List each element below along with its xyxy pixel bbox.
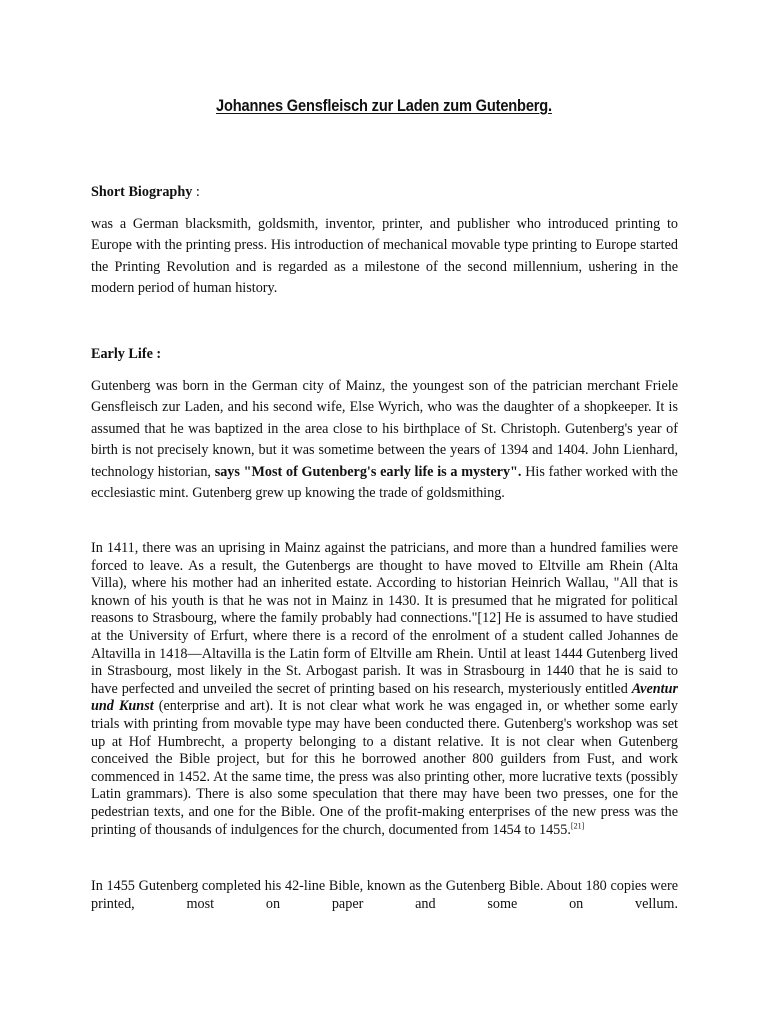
early-life-paragraph-2 <box>91 540 678 839</box>
short-biography-heading-colon: : <box>192 184 200 200</box>
short-biography-heading-label: Short Biography <box>91 184 193 200</box>
early-life-p2-italic-title: Aventur und Kunst <box>91 680 678 715</box>
early-life-p2-text-a: In 1411, there was an uprising in Mainz against the patricians, and more than a hundred families were forced to leave. As a result, the Gutenbergs are thought to have moved to Eltville am Rhein (Alta Villa), where his mother had an inherited estate. According to historian Heinrich Wallau, "All that is known of his youth is that he was not in Mainz in 1430. It is presumed that he migrated for political reasons to Strasbourg, where the family probably had connections."[12] He is assumed to have studied at the University of Erfurt, where there is a record of the enrolment of a student called Johannes de Altavilla in 1418—Altavilla is the Latin form of Eltville am Rhein. Until at least 1444 Gutenberg lived in Strasbourg, most likely in the St. Arbogast parish. It was in Strasbourg in 1440 that he is said to have perfected and unveiled the secret of printing based on his research, mysteriously entitled <box>91 540 678 697</box>
short-biography-heading <box>91 182 678 203</box>
early-life-p1-text-b: His father worked with the ecclesiastic mint. Gutenberg grew up knowing the trade of goldsmithing. <box>91 463 678 502</box>
early-life-paragraph-1 <box>91 376 678 504</box>
early-life-heading-label: Early Life : <box>91 346 162 362</box>
early-life-p2-citation: [21] <box>570 820 585 830</box>
early-life-paragraph-3: In 1455 Gutenberg completed his 42-line Bible, known as the Gutenberg Bible. About 180 copies were printed, most on paper and some on vellum. <box>91 878 678 912</box>
early-life-p1-bold-quote: says "Most of Gutenberg's early life is a mystery". <box>214 463 522 480</box>
page-title: Johannes Gensfleisch zur Laden zum Gutenberg. <box>216 96 552 115</box>
early-life-p1-text-a: Gutenberg was born in the German city of Mainz, the youngest son of the patrician merchant Friele Gensfleisch zur Laden, and his second wife, Else Wyrich, who was the daughter of a shopkeeper. It is assumed that he was baptized in the area close to his birthplace of St. Christoph. Gutenberg's year of birth is not precisely known, but it was sometime between the years of 1394 and 1404. John Lienhard, technology historian, <box>91 378 678 480</box>
short-biography-text: was a German blacksmith, goldsmith, inventor, printer, and publisher who introduced printing to Europe with the printing press. His introduction of mechanical movable type printing to Europe started the Printing Revolution and is regarded as a milestone of the second millennium, ushering in the modern period of human history. <box>91 216 678 297</box>
early-life-p2-text-b: (enterprise and art). It is not clear what work he was engaged in, or whether some early trials with printing from movable type may have been conducted there. Gutenberg's workshop was set up at Hof Humbrecht, a property belonging to a distant relative. It is not clear when Gutenberg conceived the Bible project, but for this he borrowed another 800 guilders from Fust, and work commenced in 1452. At the same time, the press was also printing other, more lucrative texts (possibly Latin grammars). There is also some speculation that there may have been two presses, one for the pedestrian texts, and one for the Bible. One of the profit-making enterprises of the new press was the printing of thousands of indulgences for the church, documented from 1454 to 1455. <box>91 698 679 838</box>
early-life-heading <box>91 344 678 365</box>
